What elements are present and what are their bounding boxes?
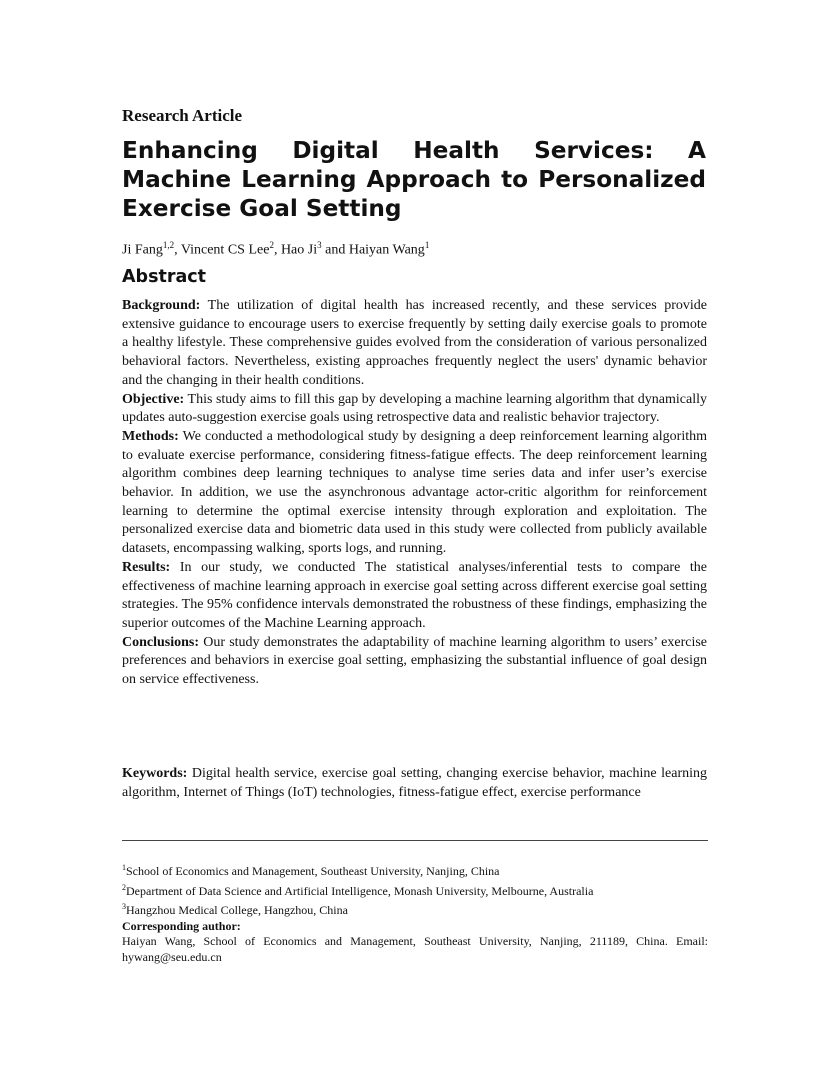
background-label: Background:	[122, 298, 201, 313]
abstract-body	[122, 297, 707, 690]
abstract-methods	[122, 428, 707, 559]
background-text: The utilization of digital health has increased recently, and these services provide extensive guidance to encourage users to exercise frequently by setting daily exercise goals to promote a healthy lifestyle. These comprehensive guides evolved from the consideration of various personalized behavioral factors. Nevertheless, existing approaches frequently neglect the users' dynamic behavior and the changing in their health conditions.	[122, 298, 707, 388]
affiliation-note	[122, 860, 708, 880]
affiliation-note	[122, 899, 708, 919]
results-text: In our study, we conducted The statistical analyses/inferential tests to compare the effectiveness of machine learning approach in exercise goal setting across different exercise goal setting strategies. The 95% confidence intervals demonstrated the robustness of these findings, emphasizing the superior outcomes of the Machine Learning approach.	[122, 559, 708, 631]
author-name: Hao Ji	[280, 242, 318, 258]
methods-label: Methods:	[122, 428, 179, 444]
keywords-text: Digital health service, exercise goal setting, changing exercise behavior, machine learning algorithm, Internet of Things (IoT) technologies, fitness-fatigue effect, exercise performance	[122, 766, 708, 800]
author-separator: and	[321, 242, 349, 258]
abstract-results	[122, 559, 707, 634]
author-name: Ji Fang	[122, 242, 163, 258]
abstract-objective	[122, 391, 707, 428]
affiliation-marker: 1	[122, 863, 126, 872]
author-affiliation-marker: 2	[269, 240, 274, 250]
affiliation-text: School of Economics and Management, Southeast University, Nanjing, China	[126, 864, 500, 878]
affiliation-marker: 2	[122, 882, 126, 892]
affiliation-note	[122, 880, 708, 900]
abstract-background	[122, 297, 707, 391]
author-separator: ,	[174, 242, 181, 258]
affiliation-text: Department of Data Science and Artificial Intelligence, Monash University, Melbourne, Australia	[126, 883, 594, 898]
footnote-divider	[122, 840, 708, 841]
affiliation-marker: 3	[122, 902, 126, 912]
paper-title: Enhancing Digital Health Services: A Machine Learning Approach to Personalized Exercise Goal Setting	[122, 137, 706, 222]
keywords	[122, 765, 707, 802]
keywords-label: Keywords:	[122, 766, 188, 781]
corresponding-author-details: Haiyan Wang, School of Economics and Management, Southeast University, Nanjing, 211189, China. Email: hywang@seu.edu.cn	[122, 934, 708, 964]
footnotes	[122, 860, 708, 966]
methods-text: We conducted a methodological study by designing a deep reinforcement learning algorithm to evaluate exercise performance, considering fitness-fatigue effects. The deep reinforcement learning algorithm combines deep learning techniques to analyse time series data and infer user’s exercise behavior. In addition, we use the asynchronous advantage actor-critic algorithm for reinforcement learning to determine the optimal exercise intensity through exploration and exploitation. The personalized exercise data and biometric data used in this study were collected from publicly available datasets, encompassing walking, sports logs, and running.	[122, 428, 707, 557]
abstract-conclusions	[122, 634, 707, 690]
conclusions-text: Our study demonstrates the adaptability of machine learning algorithm to users’ exercise preferences and behaviors in exercise goal setting, emphasizing the substantial influence of goal design on service effectiveness.	[122, 634, 708, 688]
author-affiliation-marker: 3	[317, 240, 322, 250]
author-name: Haiyan Wang	[348, 242, 425, 258]
objective-text: This study aims to fill this gap by developing a machine learning algorithm that dynamically updates auto-suggestion exercise goals using retrospective data and realistic behavior trajectory.	[122, 391, 708, 426]
conclusions-label: Conclusions:	[122, 634, 200, 650]
article-type-label: Research Article	[122, 106, 243, 125]
author-list	[122, 240, 429, 259]
objective-label: Objective:	[122, 391, 185, 407]
author-affiliation-marker: 1,2	[162, 240, 175, 250]
author-name: Vincent CS Lee	[180, 242, 270, 258]
affiliation-text: Hangzhou Medical College, Hangzhou, China	[126, 903, 348, 918]
author-affiliation-marker: 1	[424, 240, 430, 250]
results-label: Results:	[122, 559, 171, 575]
corresponding-author-label: Corresponding author:	[122, 918, 241, 933]
author-separator: ,	[273, 242, 281, 258]
abstract-heading: Abstract	[122, 267, 207, 287]
